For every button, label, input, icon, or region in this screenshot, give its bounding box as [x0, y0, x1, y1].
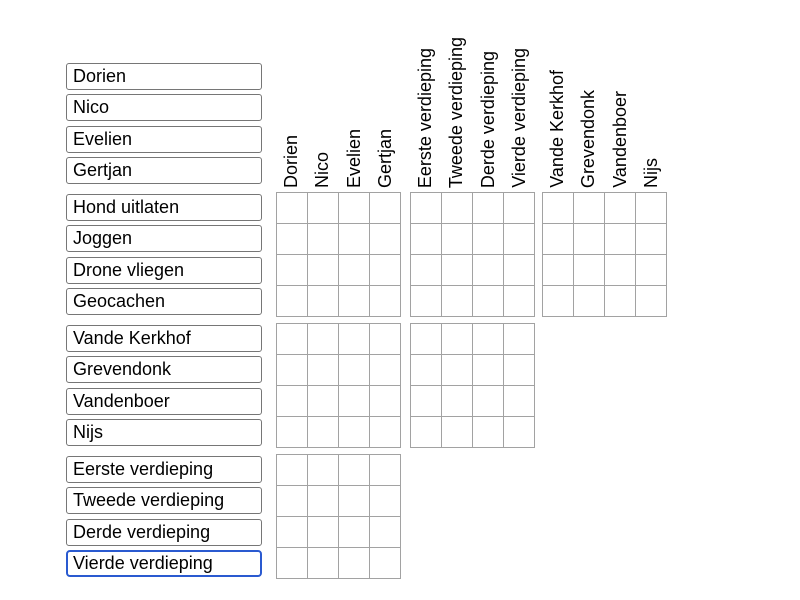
- column-header-label: Dorien: [281, 134, 302, 188]
- grid-cell[interactable]: [277, 386, 308, 417]
- grid-cell[interactable]: [411, 324, 442, 355]
- grid-cell[interactable]: [308, 193, 339, 224]
- column-header-label: Vandenboer: [609, 91, 630, 188]
- column-header: [504, 0, 535, 188]
- grid-cell[interactable]: [411, 224, 442, 255]
- column-header: [542, 0, 573, 188]
- grid-cell[interactable]: [370, 486, 401, 517]
- grid-cell[interactable]: [277, 193, 308, 224]
- grid-cell[interactable]: [370, 255, 401, 286]
- grid-cell[interactable]: [339, 286, 370, 317]
- item-input[interactable]: [66, 388, 262, 415]
- column-header-label: Grevendonk: [578, 89, 599, 188]
- grid-cell[interactable]: [339, 386, 370, 417]
- column-header-label: Derde verdieping: [477, 50, 498, 188]
- grid-cell[interactable]: [504, 324, 535, 355]
- column-header-label: Tweede verdieping: [446, 36, 467, 188]
- column-header: [276, 0, 307, 188]
- grid-cell[interactable]: [473, 224, 504, 255]
- column-header: [441, 0, 472, 188]
- item-input[interactable]: [66, 288, 262, 315]
- grid-cell[interactable]: [277, 517, 308, 548]
- grid-cell[interactable]: [473, 255, 504, 286]
- grid-cell[interactable]: [574, 193, 605, 224]
- grid-cell[interactable]: [605, 224, 636, 255]
- column-header: [307, 0, 338, 188]
- grid-cell[interactable]: [543, 193, 574, 224]
- item-input[interactable]: [66, 157, 262, 184]
- grid-cell[interactable]: [504, 255, 535, 286]
- item-input[interactable]: [66, 63, 262, 90]
- grid-block-activities-names: [276, 192, 401, 317]
- grid-cell[interactable]: [339, 455, 370, 486]
- grid-cell[interactable]: [442, 386, 473, 417]
- grid-cell[interactable]: [308, 455, 339, 486]
- grid-block-surnames-names: [276, 323, 401, 448]
- grid-cell[interactable]: [277, 324, 308, 355]
- grid-cell[interactable]: [277, 548, 308, 579]
- grid-cell[interactable]: [574, 255, 605, 286]
- column-header-label: Eerste verdieping: [415, 47, 436, 188]
- grid-cell[interactable]: [636, 255, 667, 286]
- column-header-label: Nijs: [640, 158, 661, 188]
- grid-cell[interactable]: [636, 224, 667, 255]
- grid-cell[interactable]: [473, 286, 504, 317]
- column-header: [636, 0, 667, 188]
- grid-cell[interactable]: [339, 486, 370, 517]
- grid-cell[interactable]: [473, 386, 504, 417]
- grid-cell[interactable]: [370, 286, 401, 317]
- grid-cell[interactable]: [339, 255, 370, 286]
- grid-cell[interactable]: [370, 548, 401, 579]
- item-input[interactable]: [66, 225, 262, 252]
- grid-cell[interactable]: [308, 355, 339, 386]
- grid-cell[interactable]: [308, 417, 339, 448]
- grid-cell[interactable]: [442, 417, 473, 448]
- grid-cell[interactable]: [370, 193, 401, 224]
- item-input[interactable]: [66, 519, 262, 546]
- grid-cell[interactable]: [370, 417, 401, 448]
- grid-cell[interactable]: [473, 355, 504, 386]
- item-input[interactable]: [66, 257, 262, 284]
- grid-cell[interactable]: [339, 548, 370, 579]
- grid-cell[interactable]: [308, 486, 339, 517]
- item-input-focused[interactable]: [66, 550, 262, 577]
- grid-cell[interactable]: [277, 355, 308, 386]
- grid-cell[interactable]: [543, 224, 574, 255]
- grid-cell[interactable]: [308, 548, 339, 579]
- grid-cell[interactable]: [605, 193, 636, 224]
- item-input[interactable]: [66, 126, 262, 153]
- item-input[interactable]: [66, 194, 262, 221]
- grid-cell[interactable]: [504, 224, 535, 255]
- grid-cell[interactable]: [636, 286, 667, 317]
- grid-cell[interactable]: [504, 355, 535, 386]
- grid-cell[interactable]: [605, 286, 636, 317]
- column-header-label: Gertjan: [374, 128, 395, 188]
- grid-cell[interactable]: [411, 417, 442, 448]
- grid-cell[interactable]: [473, 324, 504, 355]
- grid-cell[interactable]: [442, 224, 473, 255]
- grid-block-activities-surnames: [542, 192, 667, 317]
- grid-cell[interactable]: [411, 193, 442, 224]
- grid-cell[interactable]: [339, 355, 370, 386]
- item-input[interactable]: [66, 456, 262, 483]
- column-header-label: Evelien: [343, 128, 364, 188]
- grid-cell[interactable]: [411, 286, 442, 317]
- item-input[interactable]: [66, 487, 262, 514]
- grid-cell[interactable]: [442, 193, 473, 224]
- grid-cell[interactable]: [277, 486, 308, 517]
- column-header-label: Vande Kerkhof: [547, 70, 568, 188]
- column-header: [605, 0, 636, 188]
- item-input[interactable]: [66, 356, 262, 383]
- grid-cell[interactable]: [504, 286, 535, 317]
- grid-cell[interactable]: [411, 355, 442, 386]
- grid-cell[interactable]: [339, 193, 370, 224]
- grid-cell[interactable]: [339, 224, 370, 255]
- grid-cell[interactable]: [308, 517, 339, 548]
- grid-cell[interactable]: [370, 224, 401, 255]
- column-header-label: Vierde verdieping: [508, 48, 529, 188]
- grid-cell[interactable]: [636, 193, 667, 224]
- item-input[interactable]: [66, 419, 262, 446]
- column-header-label: Nico: [312, 151, 333, 188]
- grid-cell[interactable]: [411, 386, 442, 417]
- column-header-group-surnames: [542, 0, 667, 188]
- column-header-group-names: [276, 0, 401, 188]
- grid-cell[interactable]: [308, 286, 339, 317]
- grid-cell[interactable]: [370, 324, 401, 355]
- grid-cell[interactable]: [370, 355, 401, 386]
- grid-cell[interactable]: [277, 255, 308, 286]
- column-header: [573, 0, 604, 188]
- grid-cell[interactable]: [370, 455, 401, 486]
- grid-cell[interactable]: [504, 386, 535, 417]
- column-header-group-floors: [410, 0, 535, 188]
- grid-cell[interactable]: [308, 255, 339, 286]
- grid-cell[interactable]: [442, 286, 473, 317]
- grid-cell[interactable]: [308, 324, 339, 355]
- grid-cell[interactable]: [473, 417, 504, 448]
- column-header: [339, 0, 370, 188]
- column-header: [473, 0, 504, 188]
- grid-cell[interactable]: [605, 255, 636, 286]
- grid-cell[interactable]: [308, 224, 339, 255]
- grid-cell[interactable]: [543, 286, 574, 317]
- grid-cell[interactable]: [339, 324, 370, 355]
- grid-cell[interactable]: [370, 517, 401, 548]
- grid-cell[interactable]: [277, 455, 308, 486]
- grid-cell[interactable]: [339, 417, 370, 448]
- grid-cell[interactable]: [504, 417, 535, 448]
- grid-cell[interactable]: [543, 255, 574, 286]
- column-header: [410, 0, 441, 188]
- grid-cell[interactable]: [277, 286, 308, 317]
- grid-cell[interactable]: [370, 386, 401, 417]
- item-input[interactable]: [66, 94, 262, 121]
- grid-cell[interactable]: [277, 224, 308, 255]
- grid-block-activities-floors: [410, 192, 535, 317]
- grid-cell[interactable]: [442, 355, 473, 386]
- column-header: [370, 0, 401, 188]
- grid-cell[interactable]: [277, 417, 308, 448]
- grid-cell[interactable]: [339, 517, 370, 548]
- grid-cell[interactable]: [308, 386, 339, 417]
- grid-cell[interactable]: [574, 286, 605, 317]
- grid-cell[interactable]: [411, 255, 442, 286]
- item-input[interactable]: [66, 325, 262, 352]
- grid-cell[interactable]: [442, 255, 473, 286]
- grid-cell[interactable]: [442, 324, 473, 355]
- grid-cell[interactable]: [504, 193, 535, 224]
- grid-cell[interactable]: [473, 193, 504, 224]
- grid-cell[interactable]: [574, 224, 605, 255]
- grid-block-floors-names: [276, 454, 401, 579]
- grid-block-surnames-floors: [410, 323, 535, 448]
